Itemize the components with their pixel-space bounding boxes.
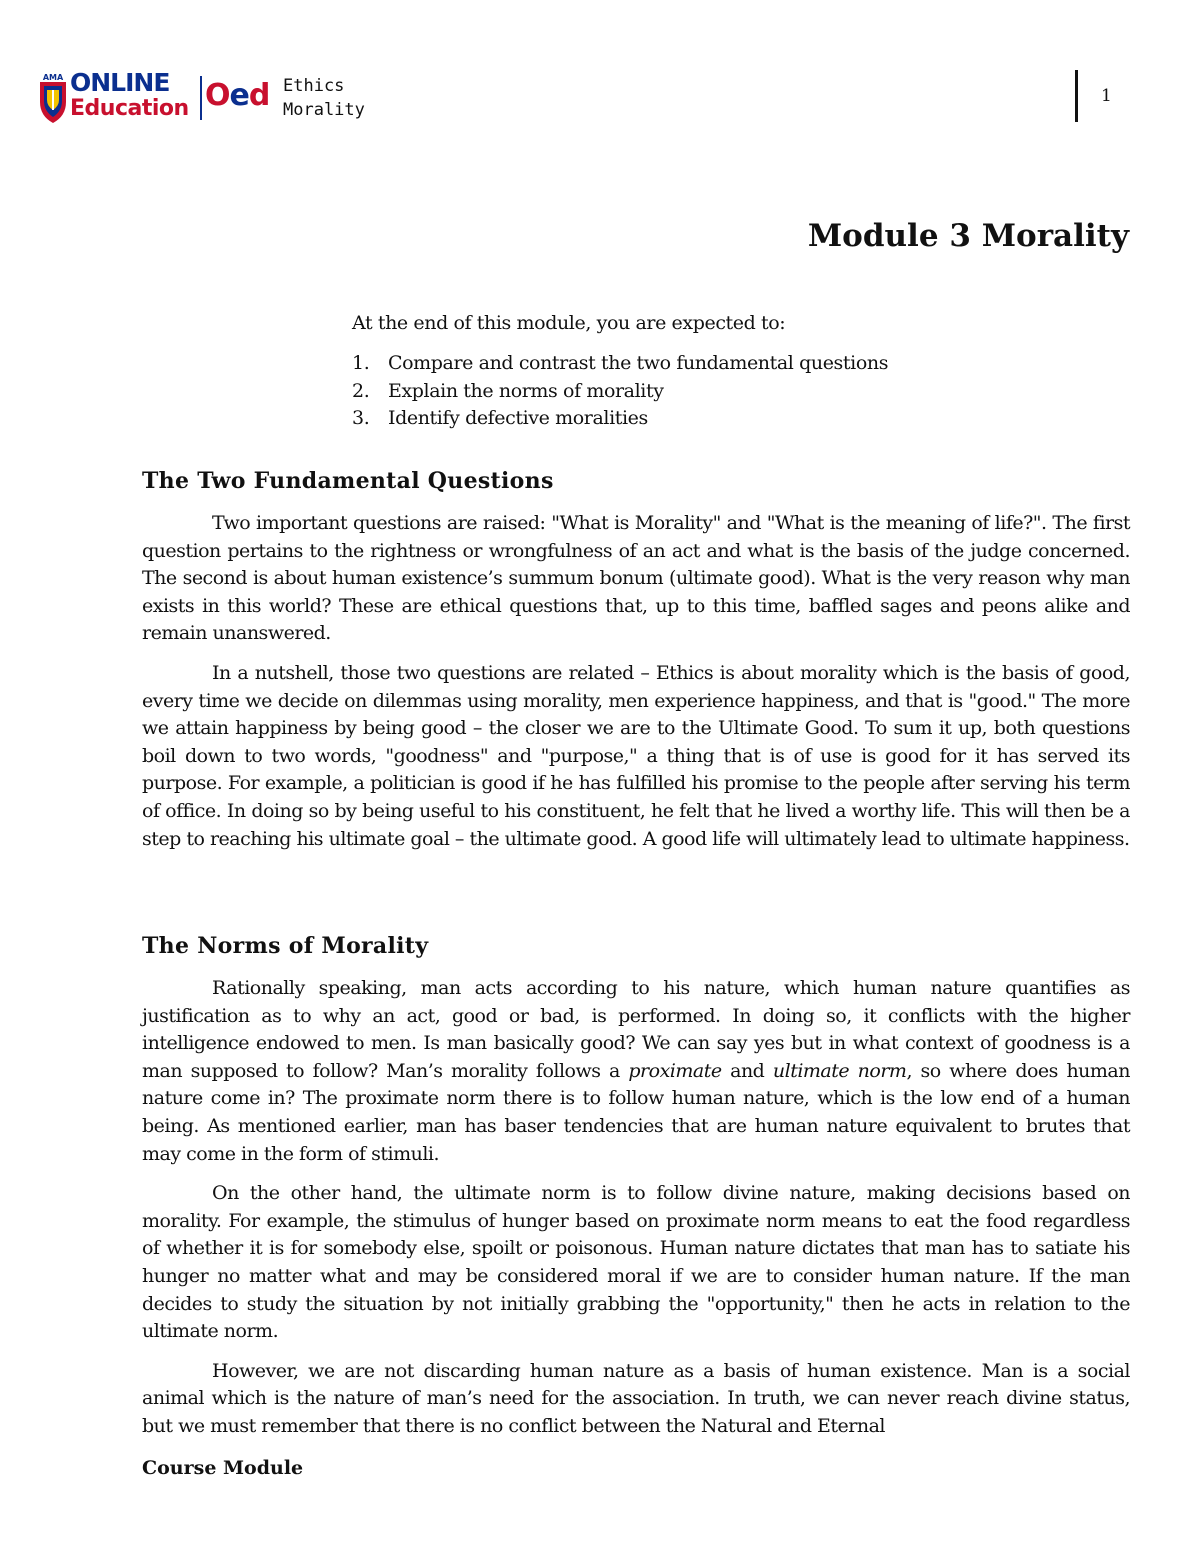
- paragraph: On the other hand, the ultimate norm is to follow divine nature, making decisions based on morality. For example, the stimulus of hunger based on proximate norm means to eat the food regardless of whether it is for somebody else, spoilt or poisonous. Human nature dictates that man has to satiate his hunger no matter what and may be considered moral if we are to consider human nature. If the man decides to study the situation by not initially grabbing the "opportunity," then he acts in relation to the ultimate norm.: [142, 1182, 1130, 1343]
- paragraph: However, we are not discarding human nature as a basis of human existence. Man is a social animal which is the nature of man’s need for the association. In truth, we can never reach divine status, but we must remember that there is no conflict between the Natural and Eternal: [142, 1359, 1130, 1437]
- header-divider: [1075, 70, 1078, 122]
- emphasis-ultimate-norm: ultimate norm: [772, 1059, 907, 1082]
- page-number: 1: [1101, 86, 1112, 106]
- objectives-intro: At the end of this module, you are expected to:: [352, 312, 786, 334]
- online-education-logo: [38, 70, 274, 126]
- shield-crest-icon: [38, 72, 68, 124]
- paragraph: Two important questions are raised: "What is Morality" and "What is the meaning of life?". The first question pertains to the rightness or wrongfulness of an act and what is the basis of the judge concerned. The second is about human existence’s summum bonum (ultimate good). What is the very reason why man exists in this world? These are ethical questions that, up to this time, baffled sages and peons alike and remain unanswered.: [142, 512, 1130, 645]
- objectives-list: [352, 350, 888, 433]
- logo-badge: AMA: [42, 73, 64, 82]
- header-subject-line2: Morality: [283, 100, 365, 120]
- objective-item: 2. Explain the norms of morality: [352, 379, 664, 402]
- section-body-norms-of-morality: [142, 975, 1130, 1453]
- header-subject-line1: Ethics: [283, 76, 345, 96]
- section-heading-norms-of-morality: The Norms of Morality: [142, 933, 429, 959]
- header-subject: [283, 74, 365, 122]
- logo-education-text: Education: [70, 96, 189, 121]
- logo-oed-text: Oed: [205, 78, 270, 113]
- logo-separator: [200, 76, 202, 120]
- section-body-fundamental-questions: [142, 510, 1130, 865]
- objective-item: 1. Compare and contrast the two fundamental questions: [352, 352, 889, 374]
- section-heading-fundamental-questions: The Two Fundamental Questions: [142, 468, 554, 494]
- footer-course-module: Course Module: [142, 1457, 304, 1479]
- logo-online-text: ONLINE: [70, 68, 170, 97]
- objective-item: 3. Identify defective moralities: [352, 407, 648, 429]
- learning-objectives: [352, 312, 888, 433]
- emphasis-proximate: proximate: [628, 1059, 722, 1082]
- page-title: Module 3 Morality: [807, 218, 1129, 254]
- paragraph: In a nutshell, those two questions are related – Ethics is about morality which is the basis of good, every time we decide on dilemmas using morality, men experience happiness, and that is "good." The more we attain happiness by being good – the closer we are to the Ultimate Good. To sum it up, both questions boil down to two words, "goodness" and "purpose," a thing that is of use is good for it has served its purpose. For example, a politician is good if he has fulfilled his promise to the people after serving his term of office. In doing so by being useful to his constituent, he felt that he lived a worthy life. This will then be a step to reaching his ultimate goal – the ultimate good. A good life will ultimately lead to ultimate happiness.: [142, 661, 1130, 850]
- paragraph: Rationally speaking, man acts according to his nature, which human nature quantifies as justification as to why an act, good or bad, is performed. In doing so, it conflicts with the higher intelligence endowed to men. Is man basically good? We can say yes but in what context of goodness is a man supposed to follow? Man’s morality follows a proximate and ultimate norm, so where does human nature come in? The proximate norm there is to follow human nature, which is the low end of a human being. As mentioned earlier, man has baser tendencies that are human nature equivalent to brutes that may come in the form of stimuli.: [142, 977, 1130, 1165]
